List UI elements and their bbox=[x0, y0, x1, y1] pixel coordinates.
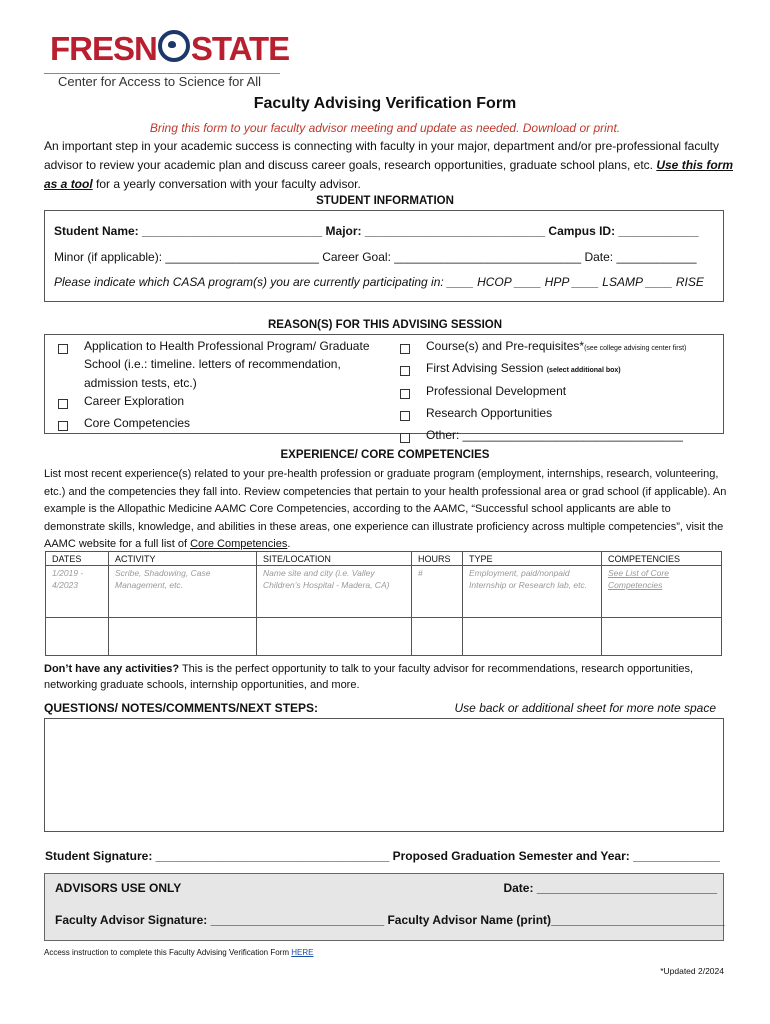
experience-text: List most recent experience(s) related to your pre-health profession or graduate program (employment, internships, research, volunteering, etc.) and the competencies they fall into. Review competencies that pertain to your health professional area or grad school (if applicable). An example is the Allopathic Medicine AAMC Core Competencies, according to the AAMC, “Successful school applicants are able to demonstrate skills, knowledge, and abilities in these areas, one experience can illustrate proficiency across multiple competencies”, visit the AAMC website for a full list of bbox=[44, 468, 727, 551]
column-header: DATES bbox=[46, 552, 109, 566]
reasons-right-column bbox=[400, 337, 720, 448]
reason-note: (see college advising center first) bbox=[584, 345, 687, 352]
notes-hint: Use back or additional sheet for more note space bbox=[454, 701, 716, 715]
experience-heading: EXPERIENCE/ CORE COMPETENCIES bbox=[280, 449, 490, 461]
experience-description bbox=[44, 466, 734, 554]
checkbox[interactable] bbox=[400, 433, 410, 443]
table-cell[interactable] bbox=[412, 618, 463, 656]
table-row bbox=[46, 566, 722, 618]
checkbox[interactable] bbox=[400, 411, 410, 421]
column-header: ACTIVITY bbox=[109, 552, 257, 566]
minor-line[interactable]: Minor (if applicable): _______________________ Career Goal: ____________________________ Date: ____________ bbox=[54, 250, 697, 264]
updated-date: *Updated 2/2024 bbox=[660, 966, 724, 976]
reason-label: Career Exploration bbox=[84, 393, 185, 408]
no-activities-bold: Don’t have any activities? bbox=[44, 663, 180, 675]
core-competencies-link[interactable]: Core Competencies bbox=[190, 538, 288, 551]
form-subtitle: Bring this form to your faculty advisor meeting and update as needed. Download or print. bbox=[149, 121, 621, 135]
example-site[interactable]: Name site and city (i.e. Valley Children’s Hospital - Madera, CA) bbox=[257, 566, 412, 618]
bulldog-paw-icon bbox=[158, 30, 190, 62]
fresno-state-logo bbox=[50, 30, 289, 68]
table-cell[interactable] bbox=[109, 618, 257, 656]
experience-text-end: . bbox=[287, 538, 291, 551]
example-competencies[interactable]: See List of Core Competencies bbox=[602, 566, 722, 618]
casa-program-line[interactable]: Please indicate which CASA program(s) you are currently participating in: ____ HCOP ____ HPP ____ LSAMP ____ RISE bbox=[54, 275, 704, 289]
table-cell[interactable] bbox=[46, 618, 109, 656]
reason-label: Course(s) and Pre-requisites* bbox=[426, 339, 585, 353]
reasons-heading: REASON(S) FOR THIS ADVISING SESSION bbox=[267, 319, 503, 331]
logo-text-right: STATE bbox=[190, 30, 290, 67]
notes-heading: QUESTIONS/ NOTES/COMMENTS/NEXT STEPS: bbox=[44, 701, 319, 715]
no-activities-note bbox=[44, 662, 734, 693]
table-cell[interactable] bbox=[463, 618, 602, 656]
logo-subtitle: Center for Access to Science for All bbox=[58, 74, 262, 89]
advisors-label: ADVISORS USE ONLY bbox=[55, 881, 182, 895]
intro-text-end: for a yearly conversation with your faculty advisor. bbox=[92, 177, 361, 191]
checkbox[interactable] bbox=[58, 399, 68, 409]
reason-label: Application to Health Professional Program/ Graduate School (i.e.: timeline. letters of recommendation, admission tests, etc.) bbox=[84, 339, 370, 390]
table-row bbox=[46, 618, 722, 656]
advisors-section bbox=[44, 873, 724, 941]
reason-item[interactable] bbox=[58, 392, 388, 414]
student-info-heading: STUDENT INFORMATION bbox=[316, 195, 454, 207]
example-dates[interactable]: 1/2019 - 4/2023 bbox=[46, 566, 109, 618]
reason-item[interactable] bbox=[400, 404, 720, 426]
column-header: COMPETENCIES bbox=[602, 552, 722, 566]
table-cell[interactable] bbox=[257, 618, 412, 656]
no-activities-text: This is the perfect opportunity to talk to your faculty advisor for recommendations, research opportunities, networking graduate schools, internship opportunities, and more. bbox=[44, 663, 694, 691]
intro-text: An important step in your academic success is connecting with faculty in your major, department and/or pre-professional faculty advisor to review your academic plan and discuss career goals, research opportunities, graduate school plans, etc. bbox=[44, 139, 719, 172]
column-header: TYPE bbox=[463, 552, 602, 566]
logo-text-left: FRESN bbox=[50, 30, 157, 67]
column-header: HOURS bbox=[412, 552, 463, 566]
table-header-row bbox=[46, 552, 722, 566]
form-title: Faculty Advising Verification Form bbox=[253, 95, 517, 112]
intro-tool-text: Use this form as a tool bbox=[44, 158, 734, 191]
experience-table bbox=[45, 551, 722, 656]
advisor-date-line[interactable]: Date: ___________________________ bbox=[503, 881, 717, 895]
checkbox[interactable] bbox=[400, 389, 410, 399]
reason-label: First Advising Session bbox=[426, 361, 547, 376]
reason-item[interactable] bbox=[58, 414, 388, 436]
reason-label: Research Opportunities bbox=[426, 405, 553, 420]
student-signature-line[interactable]: Student Signature: ___________________________________ Proposed Graduation Semester and Year: _____________ bbox=[45, 849, 720, 863]
example-type[interactable]: Employment, paid/nonpaid Internship or Research lab, etc. bbox=[463, 566, 602, 618]
checkbox[interactable] bbox=[400, 366, 410, 376]
reason-note: (select additional box) bbox=[546, 367, 621, 375]
example-hours[interactable]: # bbox=[412, 566, 463, 618]
column-header: SITE/LOCATION bbox=[257, 552, 412, 566]
checkbox[interactable] bbox=[58, 421, 68, 431]
reason-label: Core Competencies bbox=[84, 416, 191, 431]
reason-label: Other: _________________________________ bbox=[426, 428, 683, 443]
reasons-left-column bbox=[58, 337, 388, 436]
reason-label: Professional Development bbox=[426, 383, 567, 398]
access-text: Access instruction to complete this Faculty Advising Verification Form bbox=[44, 948, 292, 957]
reason-item[interactable] bbox=[400, 337, 720, 359]
advisor-signature-line[interactable]: Faculty Advisor Signature: __________________________ Faculty Advisor Name (print)__________________________ bbox=[55, 913, 725, 927]
checkbox[interactable] bbox=[400, 344, 410, 354]
table-cell[interactable] bbox=[602, 618, 722, 656]
reason-item[interactable] bbox=[400, 359, 720, 381]
reason-item[interactable] bbox=[58, 337, 388, 392]
student-name-line[interactable]: Student Name: ___________________________ Major: ___________________________ Campus ID: ____________ bbox=[54, 224, 699, 238]
reason-item[interactable] bbox=[400, 426, 720, 448]
reason-item[interactable] bbox=[400, 382, 720, 404]
access-instruction bbox=[44, 948, 313, 957]
access-link[interactable]: HERE bbox=[291, 948, 314, 957]
intro-paragraph bbox=[44, 137, 734, 194]
example-activity[interactable]: Scribe, Shadowing, Case Management, etc. bbox=[109, 566, 257, 618]
checkbox[interactable] bbox=[58, 344, 68, 354]
notes-box[interactable] bbox=[44, 718, 724, 832]
